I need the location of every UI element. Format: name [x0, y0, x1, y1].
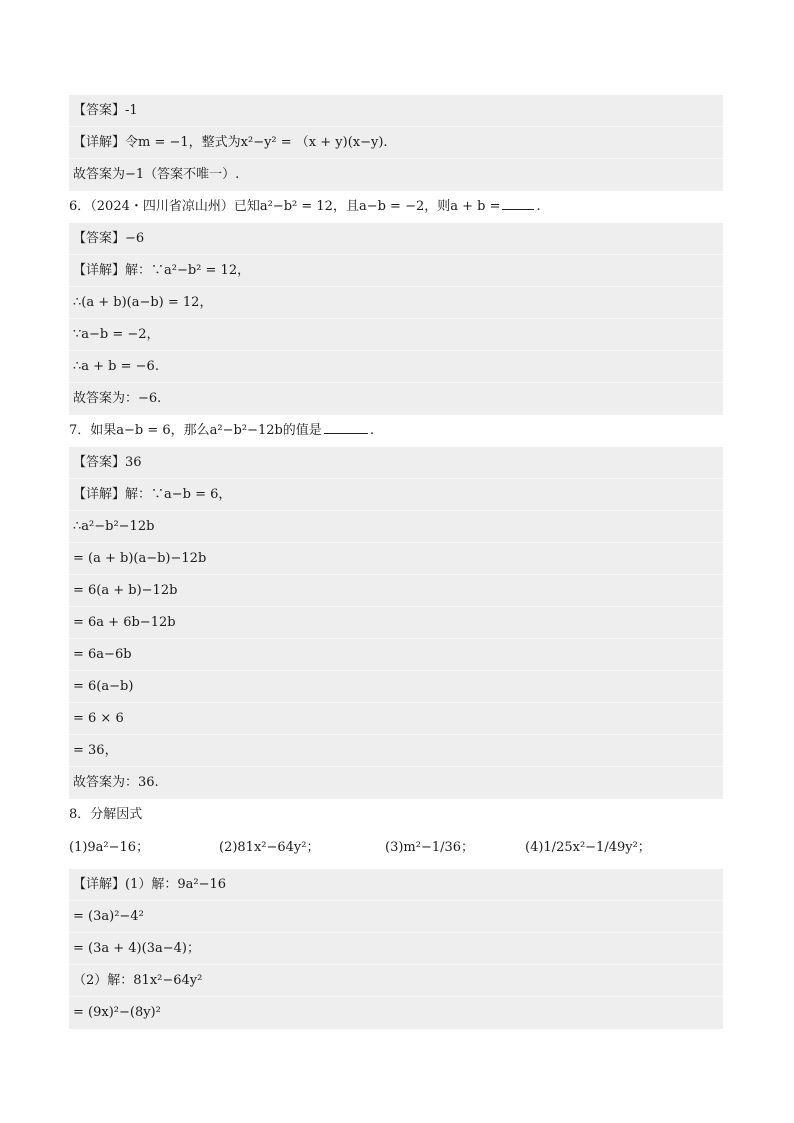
solution-step: = (a + b)(a−b)−12b	[69, 543, 723, 575]
conclusion-line: 故答案为：−6.	[69, 383, 723, 415]
solution-line: 【详解】解：∵a−b = 6，	[69, 479, 723, 511]
answer-line: 【答案】-1	[69, 95, 723, 127]
solution-step: = 6 × 6	[69, 703, 723, 735]
solution-step: ∴(a + b)(a−b) = 12，	[69, 287, 723, 319]
solution-line: 【详解】令m = −1，整式为x²−y² = （x + y)(x−y).	[69, 127, 723, 159]
answer-line: 【答案】36	[69, 447, 723, 479]
solution-step: = (3a)²−4²	[69, 901, 723, 933]
solution-step: ∴a + b = −6.	[69, 351, 723, 383]
solution-step: （2）解：81x²−64y²	[69, 965, 723, 997]
conclusion-line: 故答案为−1（答案不唯一）.	[69, 159, 723, 191]
solution-step: ∵a−b = −2，	[69, 319, 723, 351]
factor-item-2: (2)81x²−64y²；	[219, 840, 320, 855]
solution-step: = 6(a + b)−12b	[69, 575, 723, 607]
answer-line: 【答案】−6	[69, 223, 723, 255]
factor-item-3: (3)m²−1/36；	[385, 840, 475, 855]
question-8: 8．分解因式	[69, 807, 143, 822]
solution-step: = 6(a−b)	[69, 671, 723, 703]
solution-line: 【详解】解：∵a²−b² = 12，	[69, 255, 723, 287]
factor-item-1: (1)9a²−16；	[69, 840, 150, 855]
question-7: 7．如果a−b = 6，那么a²−b²−12b的值是 .	[69, 423, 374, 438]
solution-step: = (9x)²−(8y)²	[69, 997, 723, 1029]
solution-step: = (3a + 4)(3a−4)；	[69, 933, 723, 965]
factor-item-4: (4)1/25x²−1/49y²；	[525, 840, 651, 855]
solution-step: = 6a + 6b−12b	[69, 607, 723, 639]
solution-step: = 36，	[69, 735, 723, 767]
conclusion-line: 故答案为：36.	[69, 767, 723, 799]
solution-step: ∴a²−b²−12b	[69, 511, 723, 543]
answer-blank	[324, 421, 368, 434]
solution-line: 【详解】(1）解：9a²−16	[69, 869, 723, 901]
question-6: 6．（2024・四川省凉山州）已知a²−b² = 12，且a−b = −2，则a + b = .	[69, 199, 541, 214]
answer-blank	[502, 197, 534, 210]
solution-step: = 6a−6b	[69, 639, 723, 671]
